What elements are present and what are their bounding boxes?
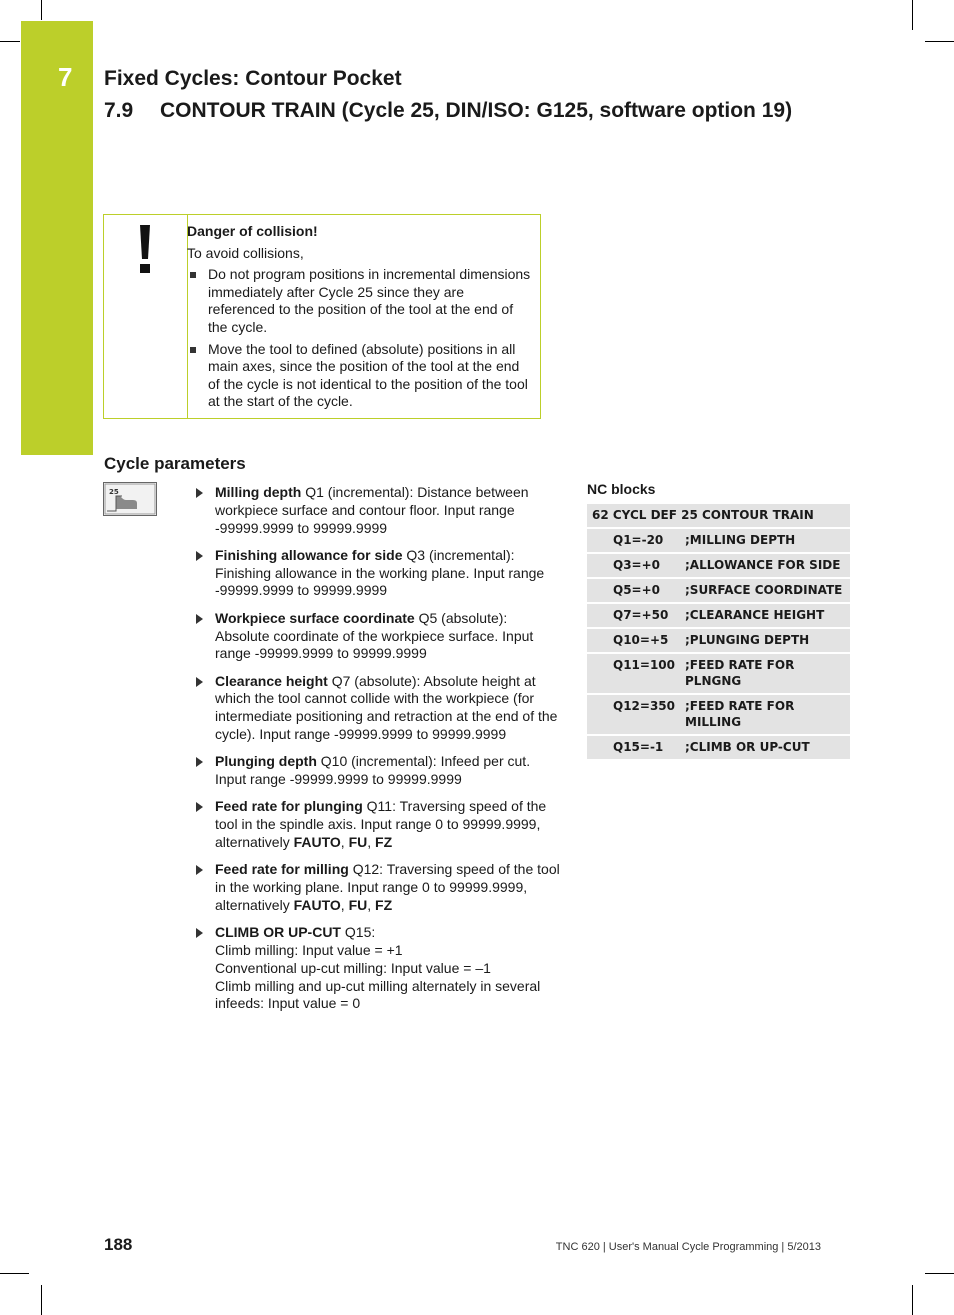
crop-mark bbox=[41, 1285, 42, 1315]
nc-comment: ;SURFACE COORDINATE bbox=[685, 578, 850, 603]
option-separator: , bbox=[340, 896, 349, 913]
param-milling-depth bbox=[195, 484, 560, 537]
nc-block-row bbox=[587, 653, 850, 694]
param-option-line: Climb milling: Input value = +1 bbox=[215, 942, 403, 959]
param-name: Feed rate for plunging bbox=[215, 798, 363, 815]
warning-intro: To avoid collisions, bbox=[187, 244, 304, 261]
nc-comment: ;FEED RATE FOR MILLING bbox=[685, 694, 850, 735]
nc-comment: ;FEED RATE FOR PLNGNG bbox=[685, 653, 850, 694]
nc-comment: ;PLUNGING DEPTH bbox=[685, 628, 850, 653]
footer-text: TNC 620 | User's Manual Cycle Programming | 5/2013 bbox=[555, 1241, 821, 1253]
crop-mark bbox=[0, 41, 20, 42]
chapter-number: 7 bbox=[58, 62, 73, 92]
nc-block-row bbox=[587, 603, 850, 628]
arrow-bullet-icon bbox=[196, 757, 203, 767]
option-separator: , bbox=[340, 834, 349, 851]
option-fz: FZ bbox=[375, 834, 393, 851]
param-text: Q11: Traversing speed of the tool in the spindle axis. Input range 0 to 99999.9999, alternatively bbox=[215, 798, 547, 851]
param-text: Q12: Traversing speed of the tool in the working plane. Input range 0 to 99999.9999, alternatively bbox=[215, 861, 560, 913]
option-fauto: FAUTO bbox=[293, 896, 341, 913]
nc-blocks-table bbox=[587, 504, 850, 761]
warning-item: Move the tool to defined (absolute) positions in all main axes, since the position of the tool at the end of the cycle is not identical to the position of the tool at the start of the cycle. bbox=[187, 341, 533, 411]
nc-block-header-row bbox=[587, 504, 850, 528]
param-name: Finishing allowance for side bbox=[215, 546, 403, 563]
section-heading bbox=[104, 99, 792, 123]
nc-comment: ;CLEARANCE HEIGHT bbox=[685, 603, 850, 628]
param-text: Q7 (absolute): Absolute height at which the tool cannot collide with the workpiece (for intermediate positioning and retraction at the end of the cycle). Input range -99999.9999 to 99999.9999 bbox=[215, 672, 558, 743]
nc-block-row bbox=[587, 578, 850, 603]
arrow-bullet-icon bbox=[196, 802, 203, 812]
chapter-tab bbox=[21, 21, 93, 455]
param-text: Q1 (incremental): Distance between workpiece surface and contour floor. Input range -99999.9999 to 99999.9999 bbox=[215, 484, 529, 536]
crop-mark bbox=[0, 1273, 29, 1274]
param-name: CLIMB OR UP-CUT bbox=[215, 924, 341, 941]
cycle-25-softkey-icon bbox=[103, 482, 157, 516]
chapter-title: Fixed Cycles: Contour Pocket bbox=[104, 67, 402, 90]
param-option-line: Climb milling and up-cut milling alternately in several infeeds: Input value = 0 bbox=[215, 977, 541, 1012]
section-title: CONTOUR TRAIN (Cycle 25, DIN/ISO: G125, software option 19) bbox=[160, 99, 793, 122]
crop-mark bbox=[925, 1273, 954, 1274]
param-name: Feed rate for milling bbox=[215, 861, 349, 878]
param-feed-rate-milling bbox=[195, 861, 560, 914]
nc-block-header: 62 CYCL DEF 25 CONTOUR TRAIN bbox=[587, 504, 850, 528]
nc-q-value: Q3=+0 bbox=[587, 553, 685, 578]
param-name: Milling depth bbox=[215, 484, 302, 500]
option-fz: FZ bbox=[375, 896, 393, 913]
nc-block-row bbox=[587, 528, 850, 553]
crop-mark bbox=[912, 0, 913, 30]
option-separator: , bbox=[367, 896, 376, 913]
arrow-bullet-icon bbox=[196, 865, 203, 875]
param-text: Q3 (incremental): Finishing allowance in the working plane. Input range -99999.9999 to 99999.9999 bbox=[215, 546, 545, 599]
option-fauto: FAUTO bbox=[293, 834, 341, 851]
nc-q-value: Q11=100 bbox=[587, 653, 685, 694]
nc-q-value: Q15=-1 bbox=[587, 735, 685, 760]
nc-q-value: Q12=350 bbox=[587, 694, 685, 735]
nc-comment: ;ALLOWANCE FOR SIDE bbox=[685, 553, 850, 578]
param-finishing-allowance-side bbox=[195, 547, 560, 600]
page-number: 188 bbox=[104, 1235, 133, 1254]
arrow-bullet-icon bbox=[196, 928, 203, 938]
warning-item: Do not program positions in incremental dimensions immediately after Cycle 25 since they are referenced to the position of the tool at the end of the cycle. bbox=[187, 266, 533, 336]
param-text: Q5 (absolute): Absolute coordinate of the workpiece surface. Input range -99999.9999 to 99999.9999 bbox=[215, 609, 534, 662]
nc-block-row bbox=[587, 735, 850, 760]
nc-q-value: Q1=-20 bbox=[587, 528, 685, 553]
warning-title: Danger of collision! bbox=[187, 223, 318, 239]
warning-content bbox=[187, 223, 533, 415]
crop-mark bbox=[925, 41, 954, 42]
cycle-parameters-title: Cycle parameters bbox=[104, 454, 246, 473]
nc-block-row bbox=[587, 694, 850, 735]
param-text: Q15: bbox=[341, 924, 376, 941]
nc-q-value: Q10=+5 bbox=[587, 628, 685, 653]
parameter-list bbox=[195, 484, 560, 1023]
param-name: Plunging depth bbox=[215, 753, 317, 770]
param-workpiece-surface-coordinate bbox=[195, 610, 560, 663]
option-separator: , bbox=[367, 834, 376, 851]
param-option-line: Conventional up-cut milling: Input value = –1 bbox=[215, 959, 491, 976]
crop-mark bbox=[912, 1285, 913, 1315]
arrow-bullet-icon bbox=[196, 551, 203, 561]
param-name: Workpiece surface coordinate bbox=[215, 609, 415, 626]
warning-list bbox=[187, 266, 533, 411]
nc-q-value: Q5=+0 bbox=[587, 578, 685, 603]
arrow-bullet-icon bbox=[196, 614, 203, 624]
collision-warning-box bbox=[103, 214, 541, 419]
nc-blocks-title: NC blocks bbox=[587, 481, 656, 497]
crop-mark bbox=[41, 0, 42, 20]
param-text: Q10 (incremental): Infeed per cut. Input range -99999.9999 to 99999.9999 bbox=[215, 753, 531, 788]
nc-comment: ;MILLING DEPTH bbox=[685, 528, 850, 553]
nc-comment: ;CLIMB OR UP-CUT bbox=[685, 735, 850, 760]
param-feed-rate-plunging bbox=[195, 798, 560, 851]
cycle-icon-label: 25 bbox=[109, 488, 119, 496]
param-plunging-depth bbox=[195, 753, 560, 789]
nc-block-row bbox=[587, 628, 850, 653]
option-fu: FU bbox=[348, 834, 368, 851]
arrow-bullet-icon bbox=[196, 488, 203, 498]
param-name: Clearance height bbox=[215, 672, 328, 689]
nc-block-row bbox=[587, 553, 850, 578]
param-clearance-height bbox=[195, 673, 560, 744]
nc-q-value: Q7=+50 bbox=[587, 603, 685, 628]
param-climb-or-up-cut bbox=[195, 924, 560, 1013]
section-number: 7.9 bbox=[104, 99, 134, 122]
option-fu: FU bbox=[348, 896, 368, 913]
arrow-bullet-icon bbox=[196, 677, 203, 687]
exclamation-icon bbox=[134, 223, 156, 275]
